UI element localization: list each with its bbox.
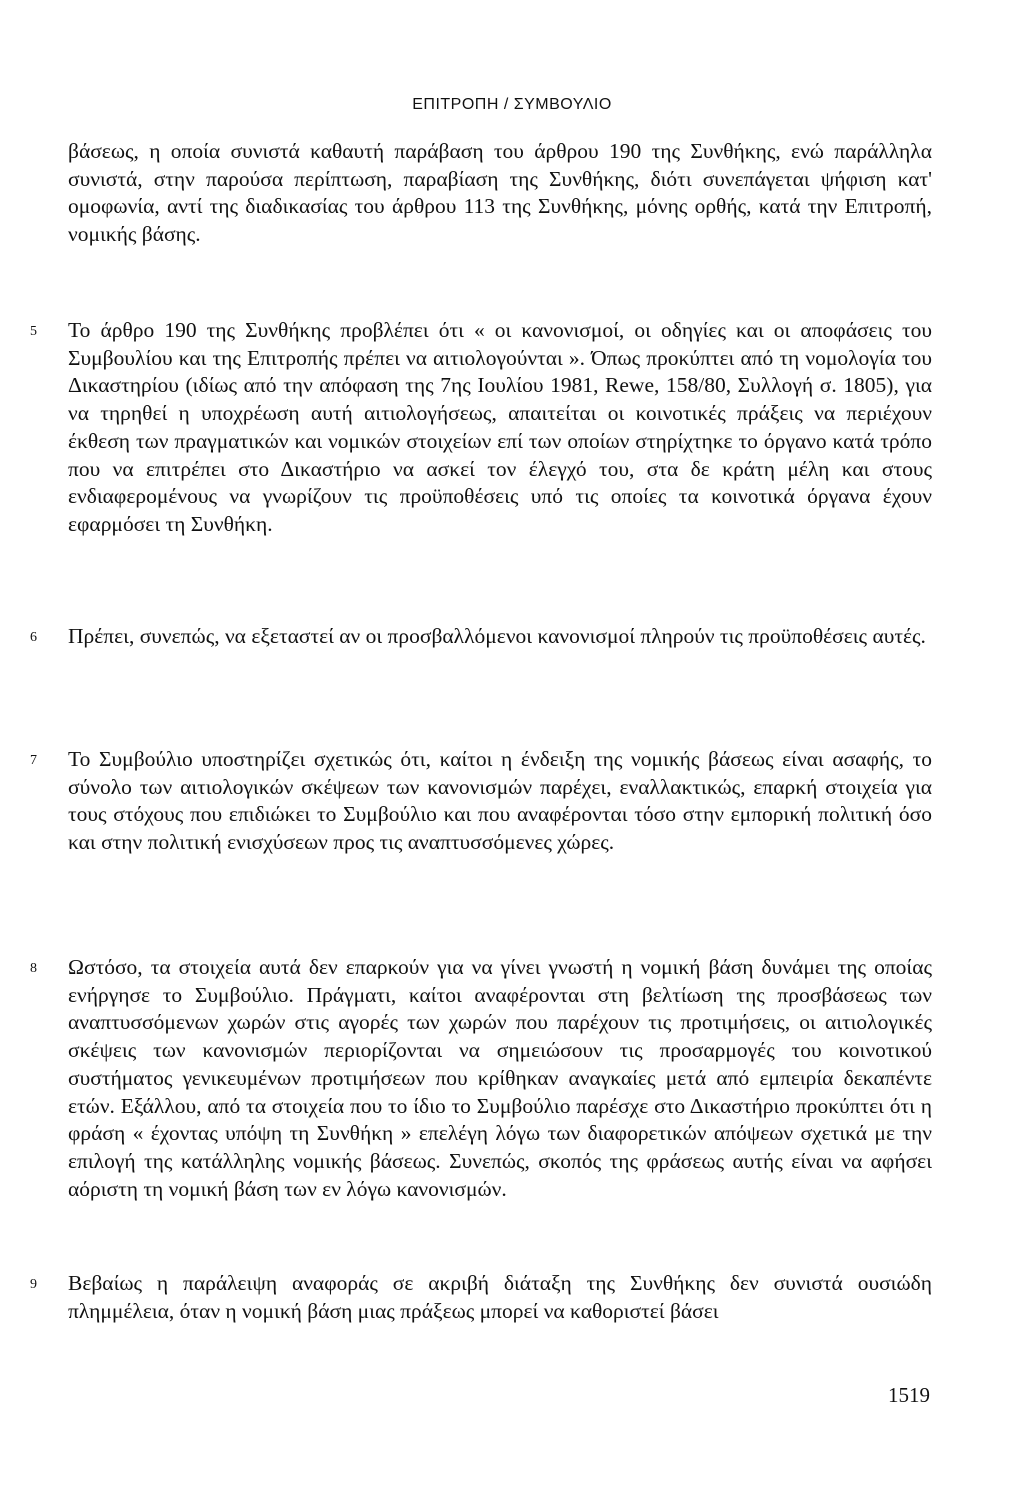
paragraph-number-7: 7 — [30, 753, 37, 768]
paragraph-7: Το Συμβούλιο υποστηρίζει σχετικώς ότι, καίτοι η ένδειξη της νομικής βάσεως είναι ασαφής, το σύνολο των αιτιολογικών σκέψεων των κανονισμών παρέχει, εναλλακτικώς, επαρκή στοιχεία για τους στόχους που επιδιώκει το Συμβούλιο και που αναφέρονται τόσο στην εμπορική πολιτική όσο και στην πολιτική ενισχύσεων προς τις αναπτυσσόμενες χώρες. — [68, 747, 932, 855]
paragraph-number-8: 8 — [30, 961, 37, 976]
paragraph-continuation: βάσεως, η οποία συνιστά καθαυτή παράβαση του άρθρου 190 της Συνθήκης, ενώ παράλληλα συνιστά, στην παρούσα περίπτωση, παραβίαση της Συνθήκης, διότι συνεπάγεται ψήφιση κατ' ομοφωνία, αντί της διαδικασίας του άρθρου 113 της Συνθήκης, μόνης ορθής, κατά την Επιτροπή, νομικής βάσης. — [68, 139, 932, 247]
paragraph-6: Πρέπει, συνεπώς, να εξεταστεί αν οι προσβαλλόμενοι κανονισμοί πληρούν τις προϋποθέσεις αυτές. — [68, 624, 926, 648]
running-header: ΕΠΙΤΡΟΠΗ / ΣΥΜΒΟΥΛΙΟ — [412, 96, 612, 113]
page-number: 1519 — [888, 1383, 930, 1407]
paragraph-9: Βεβαίως η παράλειψη αναφοράς σε ακριβή διάταξη της Συνθήκης δεν συνιστά ουσιώδη πλημμέλεια, όταν η νομική βάση μιας πράξεως μπορεί να καθοριστεί βάσει — [68, 1271, 932, 1323]
paragraph-8: Ωστόσο, τα στοιχεία αυτά δεν επαρκούν για να γίνει γνωστή η νομική βάση δυνάμει της οποίας ενήργησε το Συμβούλιο. Πράγματι, καίτοι αναφέρονται στη βελτίωση της προσβάσεως των αναπτυσσόμενων χωρών στις αγορές των χωρών που παρέχουν τις προτιμήσεις, οι αιτιολογικές σκέψεις των κανονισμών περιορίζονται να σημειώσουν τις προσαρμογές του κοινοτικού συστήματος γενικευμένων προτιμήσεων που κρίθηκαν αναγκαίες μετά από εμπειρία δεκαπέντε ετών. Εξάλλου, από τα στοιχεία που το ίδιο το Συμβούλιο παρέσχε στο Δικαστήριο προκύπτει ότι η φράση « έχοντας υπόψη τη Συνθήκη » επελέγη λόγω των διαφορετικών απόψεων σχετικά με την επιλογή της κατάλληλης νομικής βάσεως. Συνεπώς, σκοπός της φράσεως αυτής είναι να αφήσει αόριστη τη νομική βάση των εν λόγω κανονισμών. — [68, 955, 932, 1201]
paragraph-number-6: 6 — [30, 630, 37, 645]
paragraph-5: Το άρθρο 190 της Συνθήκης προβλέπει ότι « οι κανονισμοί, οι οδηγίες και οι αποφάσεις του Συμβουλίου και της Επιτροπής πρέπει να αιτιολογούνται ». Όπως προκύπτει από τη νομολογία του Δικαστηρίου (ιδίως από την απόφαση της 7ης Ιουλίου 1981, Rewe, 158/80, Συλλογή σ. 1805), για να τηρηθεί η υποχρέωση αυτή αιτιολογήσεως, απαιτείται οι κοινοτικές πράξεις να περιέχουν έκθεση των πραγματικών και νομικών στοιχείων επί των οποίων στηρίχτηκε το όργανο κατά τρόπο που να επιτρέπει στο Δικαστήριο να ασκεί τον έλεγχό του, στα δε κράτη μέλη και στους ενδιαφερομένους να γνωρίζουν τις προϋποθέσεις υπό τις οποίες τα κοινοτικά όργανα έχουν εφαρμόσει τη Συνθήκη. — [68, 318, 932, 536]
paragraph-number-5: 5 — [30, 324, 37, 339]
paragraph-number-9: 9 — [30, 1277, 37, 1292]
